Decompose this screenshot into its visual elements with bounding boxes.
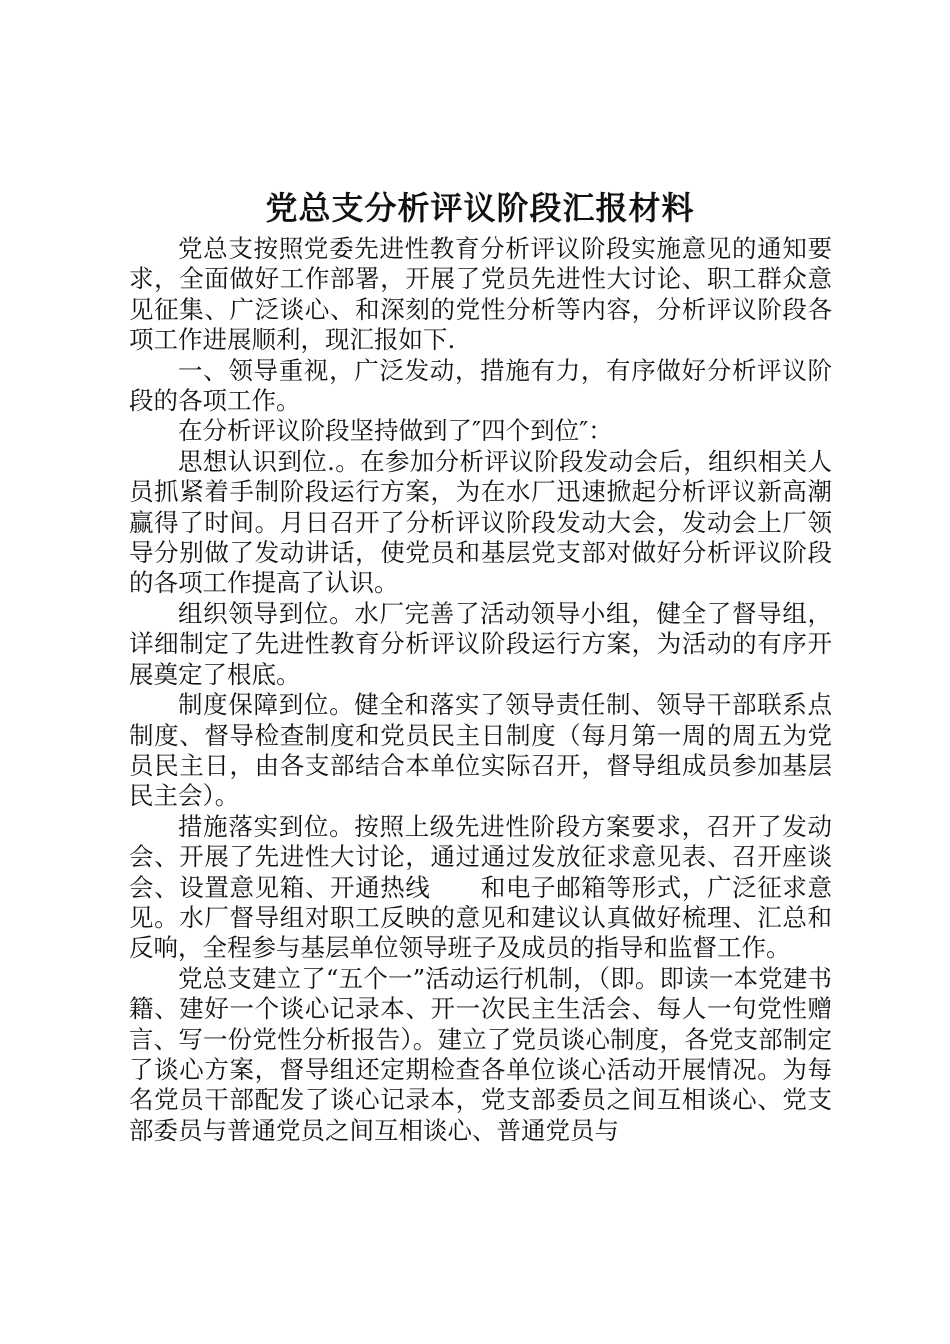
paragraph-section-one-heading: 一、领导重视，广泛发动，措施有力，有序做好分析评议阶段的各项工作。 — [129, 355, 832, 416]
paragraph-five-ones-mechanism: 党总支建立了“五个一”活动运行机制，（即。即读一本党建书籍、建好一个谈心记录本、开一次民主生活会、每人一句党性赠言、写一份党性分析报告）。建立了党员谈心制度，各党支部制定了谈心方案，督导组还定期检查各单位谈心活动开展情况。为每名党员干部配发了谈心记录本，党支部委员之间互相谈心、党支部委员与普通党员之间互相谈心、普通党员与 — [129, 963, 832, 1145]
document-body — [129, 234, 832, 1146]
document-title: 党总支分析评议阶段汇报材料 — [265, 189, 695, 227]
paragraph-four-in-place: 在分析评议阶段坚持做到了″四个到位″： — [178, 416, 613, 446]
paragraph-organization-leadership: 组织领导到位。水厂完善了活动领导小组，健全了督导组，详细制定了先进性教育分析评议阶段运行方案，为活动的有序开展奠定了根底。 — [129, 598, 832, 689]
paragraph-thinking-awareness: 思想认识到位.。在参加分析评议阶段发动会后，组织相关人员抓紧着手制阶段运行方案，为在水厂迅速掀起分析评议新高潮赢得了时间。月日召开了分析评议阶段发动大会，发动会上厂领导分别做了发动讲话，使党员和基层党支部对做好分析评议阶段的各项工作提高了认识。 — [129, 446, 832, 598]
paragraph-system-guarantee: 制度保障到位。健全和落实了领导责任制、领导干部联系点制度、督导检查制度和党员民主日制度（每月第一周的周五为党员民主日，由各支部结合本单位实际召开，督导组成员参加基层民主会）。 — [129, 690, 832, 811]
paragraph-intro: 党总支按照党委先进性教育分析评议阶段实施意见的通知要求，全面做好工作部署，开展了党员先进性大讨论、职工群众意见征集、广泛谈心、和深刻的党性分析等内容，分析评议阶段各项工作进展顺利，现汇报如下. — [129, 234, 832, 355]
paragraph-measures-implementation: 措施落实到位。按照上级先进性阶段方案要求，召开了发动会、开展了先进性大讨论，通过通过发放征求意见表、召开座谈会、设置意见箱、开通热线 和电子邮箱等形式，广泛征求意见。水厂督导组对职工反映的意见和建议认真做好梳理、汇总和反响，全程参与基层单位领导班子及成员的指导和监督工作。 — [129, 811, 832, 963]
